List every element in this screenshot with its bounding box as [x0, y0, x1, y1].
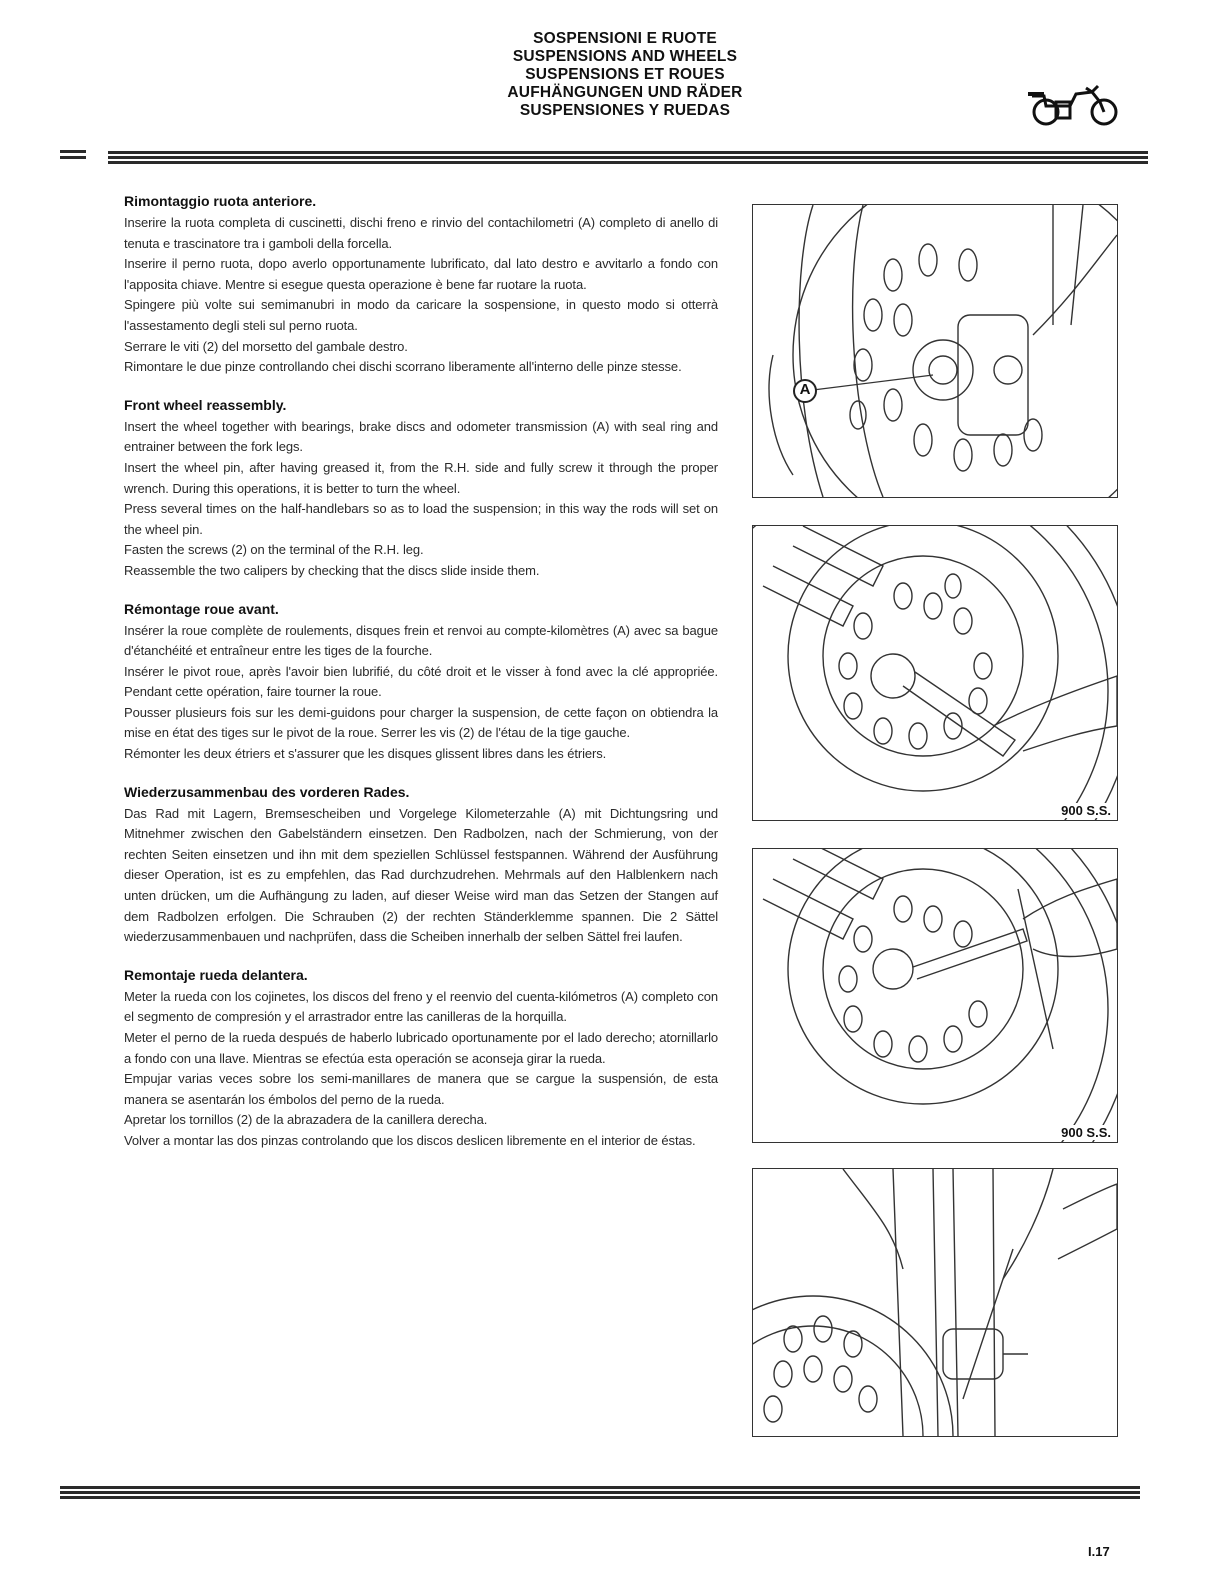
header-rule: [108, 151, 1148, 165]
motorcycle-icon: [1026, 80, 1122, 130]
figure-odometer-drive: [752, 204, 1118, 498]
callout-label-a: A: [799, 381, 811, 398]
figure-fork-caliper: [752, 1168, 1118, 1437]
section-german: [124, 783, 718, 948]
illustration-tightening: [753, 849, 1117, 1142]
paragraph: Insert the wheel together with bearings, brake discs and odometer transmission (A) with seal ring and entrainer between the fork legs.: [124, 418, 718, 455]
section-heading: Wiederzusammenbau des vorderen Rades.: [124, 783, 410, 800]
paragraph: Rémonter les deux étriers et s'assurer que les disques glissent libres dans les étriers.: [124, 746, 607, 762]
paragraph: Insert the wheel pin, after having greased it, from the R.H. side and fully screw it through the proper wrench. During this operations, it is better to turn the wheel.: [124, 459, 718, 496]
paragraph: Meter la rueda con los cojinetes, los discos del freno y el reenvio del cuenta-kilómetros (A) completo con el segmento de compresión y el arrastrador entre las canilleras de la horquilla.: [124, 988, 718, 1025]
figure-caption: 900 S.S.: [1061, 803, 1111, 818]
title-de: AUFHÄNGUNGEN UND RÄDER: [507, 84, 743, 101]
title-it: SOSPENSIONI E RUOTE: [533, 30, 717, 47]
section-heading: Front wheel reassembly.: [124, 396, 287, 413]
figure-wheel-pin-wrench: [752, 525, 1118, 821]
section-heading: Rémontage roue avant.: [124, 600, 279, 617]
footer-rule: [60, 1486, 1140, 1500]
title-es: SUSPENSIONES Y RUEDAS: [519, 102, 731, 119]
instructions-column: [124, 192, 718, 1170]
page-header: [440, 30, 810, 120]
section-heading: Remontaje rueda delantera.: [124, 966, 308, 983]
paragraph: Volver a montar las dos pinzas controlando que los discos deslicen libremente en el interior de éstas.: [124, 1132, 696, 1148]
illustration-fork-caliper: [753, 1169, 1117, 1436]
paragraph: Reassemble the two calipers by checking that the discs slide inside them.: [124, 562, 540, 578]
section-english: [124, 396, 718, 582]
paragraph: Empujar varias veces sobre los semi-manillares de manera que se cargue la suspensión, de esta manera se asentarán los émbolos del perno de la rueda.: [124, 1071, 718, 1107]
paragraph: Inserire la ruota completa di cuscinetti, dischi freno e rinvio del contachilometri (A) completo di anello di tenuta e trascinatore tra i gamboli della forcella.: [124, 215, 718, 251]
section-italian: [124, 192, 718, 378]
paragraph: Insérer le pivot roue, après l'avoir bien lubrifié, du côté droit et le visser à fond avec la clé appropriée. Pendant cette opération, faire tourner la roue.: [124, 663, 718, 700]
paragraph: Press several times on the half-handlebars so as to load the suspension; in this way the rods will set on the wheel pin.: [124, 501, 718, 537]
header-rule-left: [60, 150, 86, 164]
section-heading: Rimontaggio ruota anteriore.: [124, 193, 317, 209]
paragraph: Apretar los tornillos (2) de la abrazadera de la canillera derecha.: [124, 1112, 488, 1128]
paragraph: Rimontare le due pinze controllando chei dischi scorrano liberamente all'interno delle pinze stesse.: [124, 359, 682, 375]
section-french: [124, 600, 718, 765]
figure-tightening-tool: [752, 848, 1118, 1143]
paragraph: Pousser plusieurs fois sur les demi-guidons pour charger la suspension, de cette façon on obtiendra la mise en état des tiges sur le pivot de la roue. Serrer les vis (2) de l'étau de la tige gauche.: [124, 704, 718, 741]
title-fr: SUSPENSIONS ET ROUES: [525, 66, 725, 83]
figure-caption: 900 S.S.: [1061, 1125, 1111, 1140]
title-en: SUSPENSIONS AND WHEELS: [512, 48, 738, 65]
paragraph: Das Rad mit Lagern, Bremsescheiben und Vorgelege Kilometerzahle (A) mit Dichtungsring und Mitnehmer zwischen den Gabelständern einsetzen. Den Radbolzen, nach der Schmierung, von der rechten Seiten einsetzen und ihn mit dem speziellen Schlüssel festspannen. Während der Ausführung dieser Operation, ist es zu empfehlen, das Rad durchzudrehen. Mehrmals auf den Halblenkern nach unten drücken, um die Aufhängung zu laden, auf dieser Weise wird man das Setzen der Stangen auf dem Radbolzen erfolgen. Die Schrauben (2) der rechten Ständerklemme spannen. Die 2 Sättel wiederzusammenbauen und nachprüfen, dass die Scheiben innerhalb der selben Sättel frei laufen.: [124, 805, 718, 945]
paragraph: Insérer la roue complète de roulements, disques frein et renvoi au compte-kilomètres (A) avec sa bague d'étanchéité et entraîneur entre les tiges de la fourche.: [124, 622, 718, 659]
paragraph: Fasten the screws (2) on the terminal of the R.H. leg.: [124, 542, 424, 558]
illustration-wheel-hub: [753, 205, 1117, 497]
illustration-wrench-pin: [753, 526, 1117, 820]
paragraph: Inserire il perno ruota, dopo averlo opportunamente lubrificato, dal lato destro e avvitarlo a fondo con l'apposita chiave. Mentre si esegue questa operazione è bene far ruotare la ruota.: [124, 256, 718, 292]
paragraph: Serrare le viti (2) del morsetto del gambale destro.: [124, 338, 408, 354]
section-spanish: [124, 966, 718, 1152]
paragraph: Spingere più volte sui semimanubri in modo da caricare la sospensione, in questo modo si otterrà l'assestamento degli steli sul perno ruota.: [124, 297, 718, 333]
page-number: I.17: [1088, 1544, 1110, 1559]
paragraph: Meter el perno de la rueda después de haberlo lubricado oportunamente por el lado derecho; atornillarlo a fondo con una llave. Mientras se efectúa esta operación se aconseja girar la rueda.: [124, 1030, 718, 1066]
